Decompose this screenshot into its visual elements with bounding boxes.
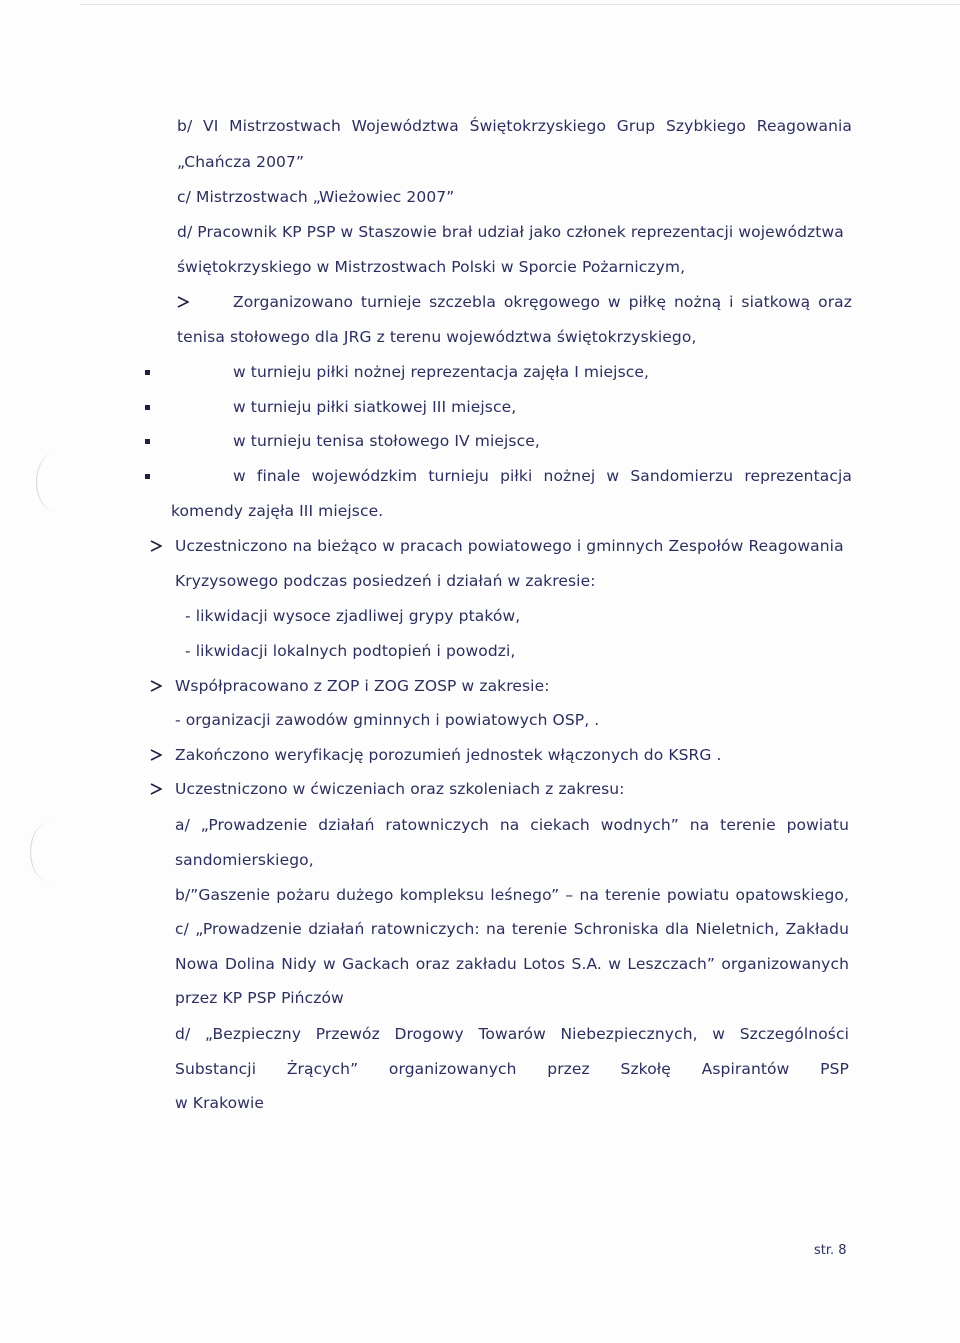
text-line: d/ „Bezpieczny Przewóz Drogowy Towarów Niebezpiecznych, w Szczególności [175,1025,849,1043]
text-line: „Chańcza 2007” [177,153,305,171]
text-line: w finale wojewódzkim turnieju piłki nożnej w Sandomierzu reprezentacja [233,467,852,485]
arrow-bullet-icon [150,749,162,761]
text-line: - likwidacji wysoce zjadliwej grypy ptaków, [185,607,521,625]
arrow-bullet-icon [150,680,162,692]
text-line: przez KP PSP Pińczów [175,989,344,1007]
text-line: c/ „Prowadzenie działań ratowniczych: na terenie Schroniska dla Nieletnich, Zakładu [175,920,849,938]
punch-hole-mark [36,452,77,512]
text-line: w turnieju piłki nożnej reprezentacja zajęła I miejsce, [233,363,650,381]
page-number: str. 8 [814,1243,847,1258]
text-line: Uczestniczono w ćwiczeniach oraz szkoleniach z zakresu: [175,780,625,798]
text-line: Zorganizowano turnieje szczebla okręgowego w piłkę nożną i siatkową oraz [233,293,852,311]
text-line: b/ VI Mistrzostwach Województwa Świętokrzyskiego Grup Szybkiego Reagowania [177,117,852,135]
text-line: d/ Pracownik KP PSP w Staszowie brał udział jako członek reprezentacji województwa [177,223,844,241]
arrow-bullet-icon [150,540,162,552]
arrow-bullet-icon [150,783,162,795]
text-line: sandomierskiego, [175,851,314,869]
arrow-bullet-icon [177,296,189,308]
square-bullet-icon [145,474,150,479]
text-line: - organizacji zawodów gminnych i powiatowych OSP, . [175,711,600,729]
text-line: tenisa stołowego dla JRG z terenu województwa świętokrzyskiego, [177,328,697,346]
text-line: Substancji Żrących” organizowanych przez Szkołę Aspirantów PSP [175,1060,849,1078]
text-line: w turnieju piłki siatkowej III miejsce, [233,398,517,416]
text-line: komendy zajęła III miejsce. [171,502,384,520]
text-line: w Krakowie [175,1094,265,1112]
text-line: Nowa Dolina Nidy w Gackach oraz zakładu Lotos S.A. w Leszczach” organizowanych [175,955,849,973]
text-line: a/ „Prowadzenie działań ratowniczych na ciekach wodnych” na terenie powiatu [175,816,849,834]
text-line: świętokrzyskiego w Mistrzostwach Polski w Sporcie Pożarniczym, [177,258,686,276]
text-line: w turnieju tenisa stołowego IV miejsce, [233,432,540,450]
text-line: Zakończono weryfikację porozumień jednostek włączonych do KSRG . [175,746,722,764]
text-line: b/”Gaszenie pożaru dużego kompleksu leśnego” – na terenie powiatu opatowskiego, [175,886,849,904]
text-line: c/ Mistrzostwach „Wieżowiec 2007” [177,188,455,206]
square-bullet-icon [145,405,150,410]
text-line: - likwidacji lokalnych podtopień i powodzi, [185,642,516,660]
page-edge-line [80,4,960,5]
square-bullet-icon [145,370,150,375]
punch-hole-mark [30,822,71,882]
text-line: Współpracowano z ZOP i ZOG ZOSP w zakresie: [175,677,550,695]
text-line: Kryzysowego podczas posiedzeń i działań w zakresie: [175,572,596,590]
text-line: Uczestniczono na bieżąco w pracach powiatowego i gminnych Zespołów Reagowania [175,537,844,555]
square-bullet-icon [145,439,150,444]
